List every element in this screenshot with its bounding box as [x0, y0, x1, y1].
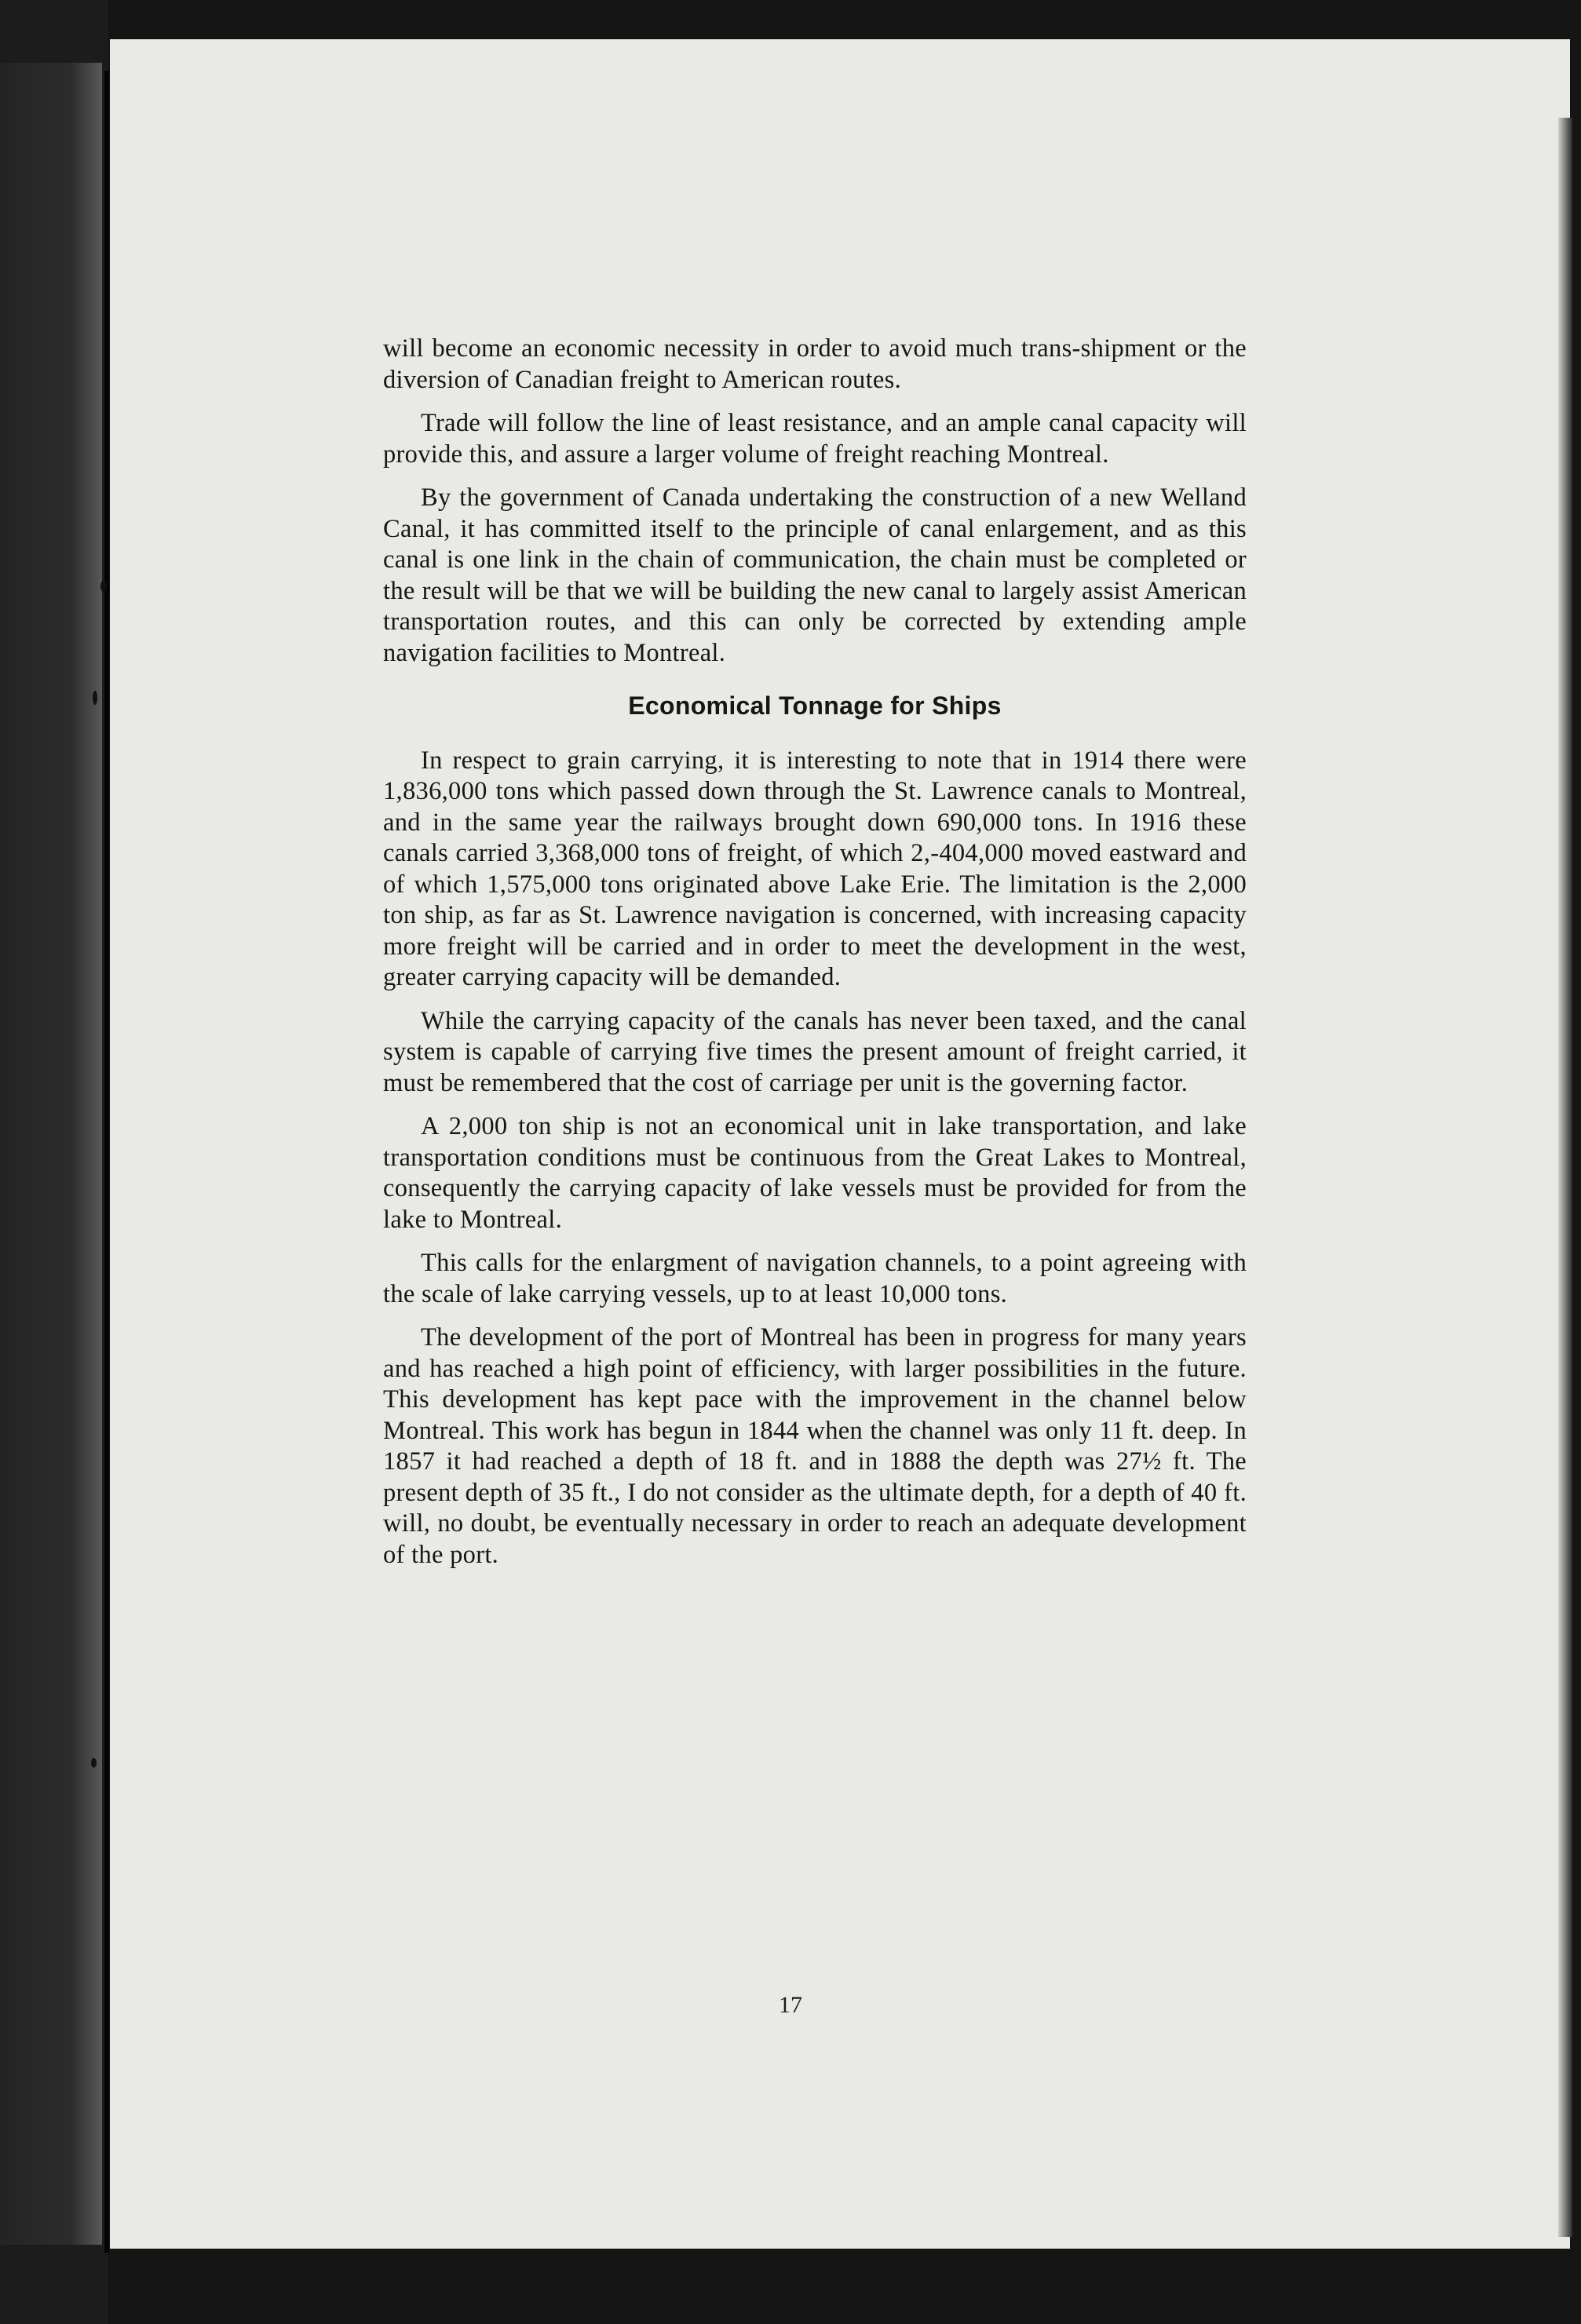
paragraph: In respect to grain carrying, it is interesting to note that in 1914 there were 1,836,000 tons which passed down through the St. Lawrence canals to Montreal, and in the same year the railways brought down 690,000 tons. In 1916 these canals carried 3,368,000 tons of freight, of which 2,-404,000 moved eastward and of which 1,575,000 tons originated above Lake Erie. The limitation is the 2,000 ton ship, as far as St. Lawrence navigation is concerned, with increasing capacity more freight will be carried and in order to meet the development in the west, greater carrying capacity will be demanded.: [383, 746, 1247, 991]
book-spine: [104, 71, 109, 2253]
section-heading: Economical Tonnage for Ships: [628, 691, 1002, 720]
page-number: 17: [779, 1992, 802, 2018]
paragraph: While the carrying capacity of the canals has never been taxed, and the canal system is capable of carrying five times the present amount of freight carried, it must be remembered that the cost of carriage per unit is the governing factor.: [383, 1006, 1247, 1097]
body-text: [383, 334, 1247, 1583]
paragraph: This calls for the enlargment of navigation channels, to a point agreeing with the scale of lake carrying vessels, up to at least 10,000 tons.: [383, 1249, 1247, 1308]
paragraph: By the government of Canada undertaking the construction of a new Welland Canal, it has committed itself to the principle of canal enlargement, and as this canal is one link in the chain of communication, the chain must be completed or the result will be that we will be building the new canal to largely assist American transportation routes, and this can only be corrected by extending ample navigation facilities to Montreal.: [383, 483, 1247, 667]
paragraph: The development of the port of Montreal has been in progress for many years and has reached a high point of efficiency, with larger possibilities in the future. This development has kept pace with the improvement in the channel below Montreal. This work has begun in 1844 when the channel was only 11 ft. deep. In 1857 it had reached a depth of 18 ft. and in 1888 the depth was 27½ ft. The present depth of 35 ft., I do not consider as the ultimate depth, for a depth of 40 ft. will, no doubt, be eventually necessary in order to reach an adequate development of the port.: [383, 1323, 1247, 1569]
paragraph: will become an economic necessity in order to avoid much trans-shipment or the diversion of Canadian freight to American routes.: [383, 334, 1247, 394]
paragraph: Trade will follow the line of least resistance, and an ample canal capacity will provide this, and assure a larger volume of freight reaching Montreal.: [383, 409, 1247, 469]
scan-speck: [93, 691, 97, 705]
scan-speck: [100, 581, 107, 592]
paragraph: A 2,000 ton ship is not an economical unit in lake transportation, and lake transportation conditions must be continuous from the Great Lakes to Montreal, consequently the carrying capacity of lake vessels must be provided for from the lake to Montreal.: [383, 1112, 1247, 1234]
facing-page-edge: [0, 63, 102, 2245]
scan-speck: [91, 1758, 97, 1768]
page-right-edge: [1558, 118, 1572, 2237]
